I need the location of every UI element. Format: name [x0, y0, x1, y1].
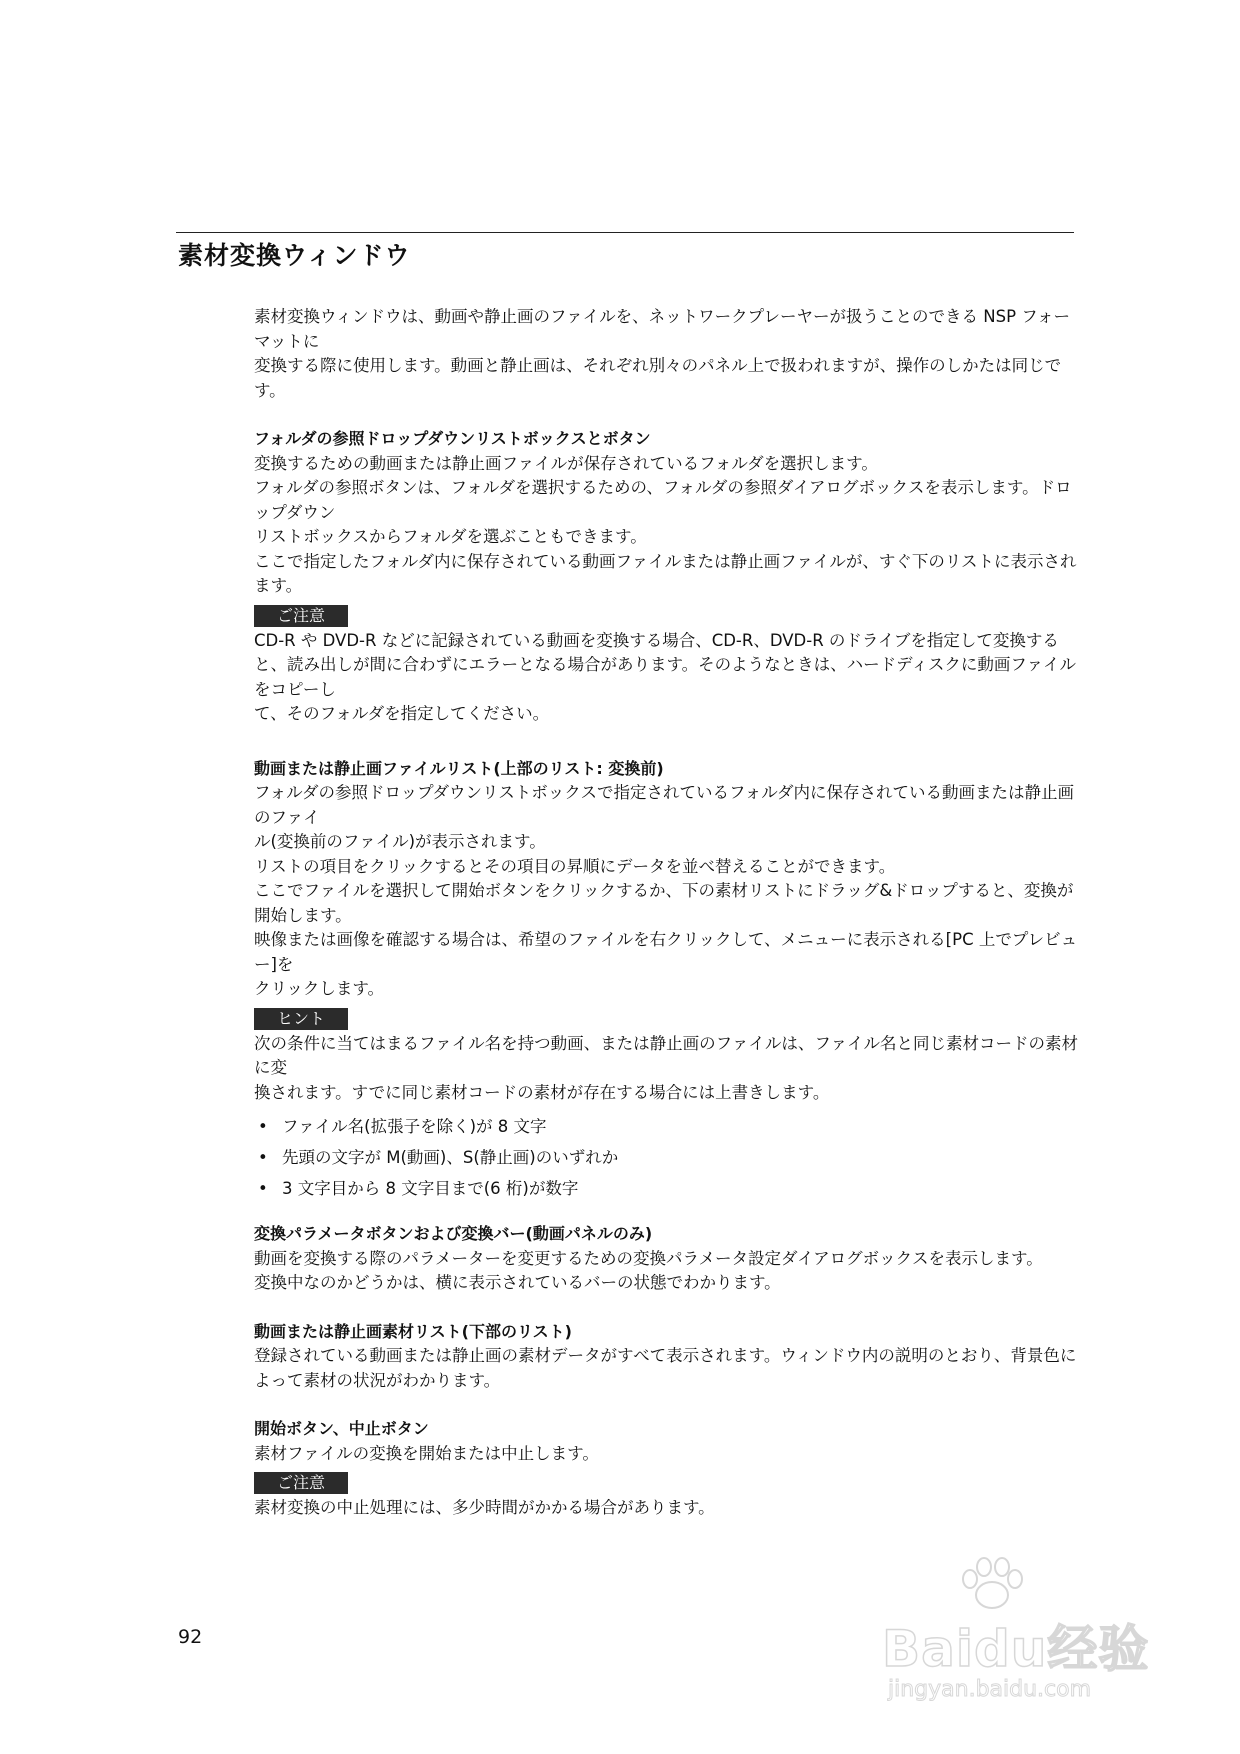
text-line: 動画を変換する際のパラメーターを変更するための変換パラメータ設定ダイアログボックスを表示します。 — [254, 1248, 1043, 1268]
section-folder — [254, 427, 1084, 727]
note-label: ご注意 — [254, 1472, 348, 1494]
bullet-icon: • — [258, 1117, 268, 1136]
section-heading: 動画または静止画素材リスト(下部のリスト) — [254, 1321, 572, 1341]
baidu-watermark — [882, 1555, 1182, 1715]
section-heading: 動画または静止画ファイルリスト(上部のリスト: 変換前) — [254, 758, 664, 778]
bullet-icon: • — [258, 1148, 268, 1167]
page-title: 素材変換ウィンドウ — [178, 241, 411, 270]
text-line: 素材変換ウィンドウは、動画や静止画のファイルを、ネットワークプレーヤーが扱うことのできる NSP フォーマットに — [254, 307, 1070, 351]
text-line: よって素材の状況がわかります。 — [254, 1370, 501, 1390]
text-line: 変換するための動画または静止画ファイルが保存されているフォルダを選択します。 — [254, 453, 878, 473]
text-line: と、読み出しが間に合わずにエラーとなる場合があります。そのようなときは、ハードディスクに動画ファイルをコピーし — [254, 655, 1077, 699]
list-item — [254, 1173, 1084, 1204]
text-line: 素材ファイルの変換を開始または中止します。 — [254, 1443, 599, 1463]
text-line: 変換中なのかどうかは、横に表示されているバーの状態でわかります。 — [254, 1273, 781, 1292]
text-line: フォルダの参照ドロップダウンリストボックスで指定されているフォルダ内に保存されている動画または静止画のファイ — [254, 783, 1075, 827]
section-heading: 変換パラメータボタンおよび変換バー(動画パネルのみ) — [254, 1224, 653, 1243]
text-line: て、そのフォルダを指定してください。 — [254, 704, 550, 723]
section-params — [254, 1222, 1084, 1296]
paw-logo-icon — [952, 1555, 1032, 1615]
text-line: 素材変換の中止処理には、多少時間がかかる場合があります。 — [254, 1498, 715, 1517]
note-label: ご注意 — [254, 605, 348, 627]
text-line: 換されます。すでに同じ素材コードの素材が存在する場合には上書きします。 — [254, 1082, 830, 1102]
list-item — [254, 1111, 1084, 1142]
page-number: 92 — [178, 1626, 203, 1648]
condition-list — [254, 1111, 1084, 1204]
text-line: クリックします。 — [254, 979, 385, 998]
list-item-text: 3 文字目から 8 文字目まで(6 桁)が数字 — [282, 1179, 579, 1198]
section-material-list — [254, 1320, 1084, 1394]
text-line: 映像または画像を確認する場合は、希望のファイルを右クリックして、メニューに表示される[PC 上でプレビュー]を — [254, 930, 1078, 974]
text-line: フォルダの参照ボタンは、フォルダを選択するための、フォルダの参照ダイアログボックスを表示します。ドロップダウン — [254, 478, 1072, 522]
text-line: ル(変換前のファイル)が表示されます。 — [254, 832, 546, 851]
list-item-text: 先頭の文字が M(動画)、S(静止画)のいずれか — [282, 1148, 619, 1167]
text-line: リストの項目をクリックするとその項目の昇順にデータを並べ替えることができます。 — [254, 856, 896, 876]
bullet-icon: • — [258, 1179, 268, 1198]
text-line: CD-R や DVD-R などに記録されている動画を変換する場合、CD-R、DVD-R のドライブを指定して変換する — [254, 630, 1059, 650]
section-heading: 開始ボタン、中止ボタン — [254, 1419, 429, 1438]
list-item-text: ファイル名(拡張子を除く)が 8 文字 — [282, 1117, 547, 1136]
hint-label: ヒント — [254, 1008, 348, 1030]
section-file-list — [254, 757, 1084, 1205]
text-line: 次の条件に当てはまるファイル名を持つ動画、または静止画のファイルは、ファイル名と同じ素材コードの素材に変 — [254, 1033, 1079, 1077]
title-rule — [176, 232, 1074, 233]
intro-paragraph — [254, 305, 1084, 403]
section-heading: フォルダの参照ドロップダウンリストボックスとボタン — [254, 429, 651, 448]
text-line: 変換する際に使用します。動画と静止画は、それぞれ別々のパネル上で扱われますが、操作のしかたは同じです。 — [254, 356, 1062, 400]
text-line: ここで指定したフォルダ内に保存されている動画ファイルまたは静止画ファイルが、すぐ下のリストに表示されます。 — [254, 551, 1077, 595]
watermark-brand: Baidu经验 — [882, 1620, 1150, 1678]
page-content — [254, 305, 1084, 1545]
text-line: リストボックスからフォルダを選ぶこともできます。 — [254, 527, 647, 546]
text-line: 登録されている動画または静止画の素材データがすべて表示されます。ウィンドウ内の説明のとおり、背景色に — [254, 1346, 1077, 1365]
watermark-url: jingyan.baidu.com — [888, 1677, 1092, 1702]
text-line: ここでファイルを選択して開始ボタンをクリックするか、下の素材リストにドラッグ&ドロップすると、変換が開始します。 — [254, 881, 1074, 925]
list-item — [254, 1142, 1084, 1173]
section-start-stop — [254, 1417, 1084, 1521]
